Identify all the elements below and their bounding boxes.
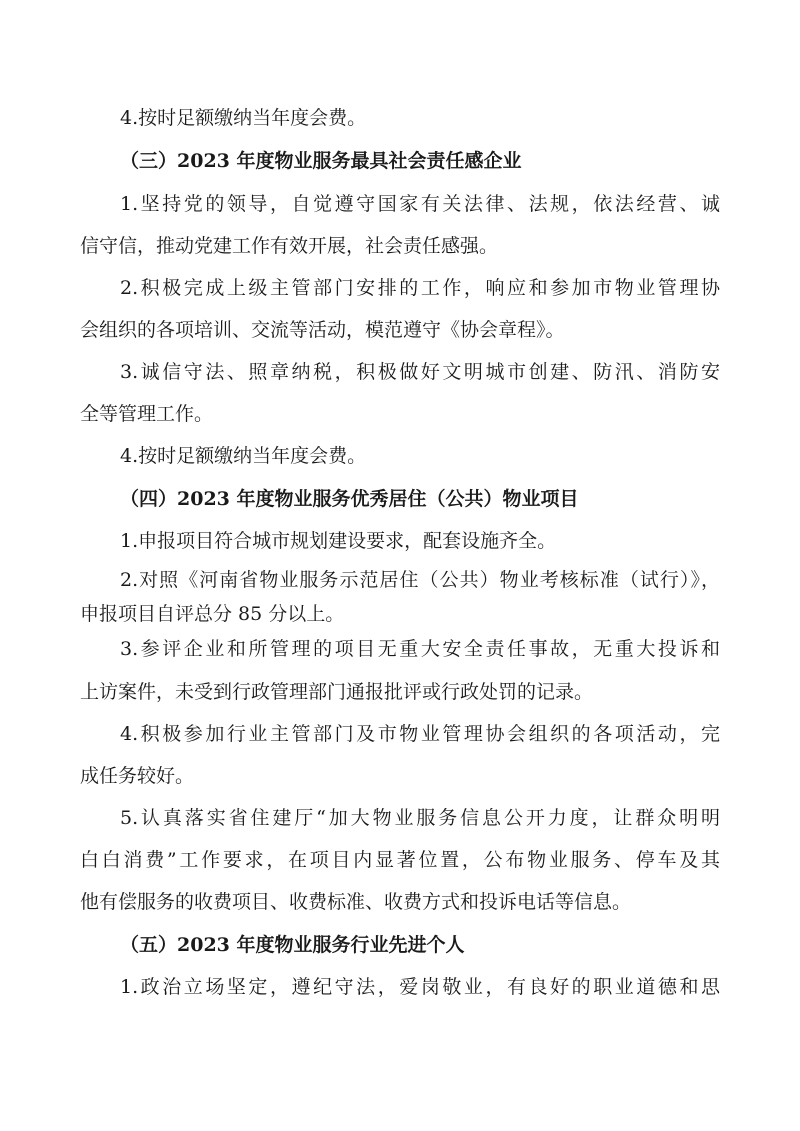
- list-item-continuation: 上访案件，未受到行政管理部门通报批评或行政处罚的记录。: [80, 681, 594, 703]
- list-item-continuation: 会组织的各项培训、交流等活动，模范遵守《协会章程》。: [80, 319, 565, 341]
- list-item: 1.申报项目符合城市规划建设要求，配套设施齐全。: [120, 530, 557, 552]
- list-item-continuation: 他有偿服务的收费项目、收费标准、收费方式和投诉电话等信息。: [80, 891, 632, 913]
- section-heading: （三）2023 年度物业服务最具社会责任感企业: [120, 150, 522, 172]
- list-item: 3.诚信守法、照章纳税，积极做好文明城市创建、防汛、消防安: [120, 361, 720, 383]
- list-item: 4.按时足额缴纳当年度会费。: [120, 107, 367, 129]
- list-item: 3.参评企业和所管理的项目无重大安全责任事故，无重大投诉和: [120, 638, 720, 660]
- list-item-continuation: 白白消费”工作要求，在项目内显著位置，公布物业服务、停车及其: [80, 849, 720, 871]
- section-heading: （四）2023 年度物业服务优秀居住（公共）物业项目: [120, 488, 579, 510]
- list-item: 4.按时足额缴纳当年度会费。: [120, 445, 367, 467]
- list-item-continuation: 申报项目自评总分 85 分以上。: [80, 603, 345, 625]
- list-item: 1.坚持党的领导，自觉遵守国家有关法律、法规，依法经营、诚: [120, 193, 720, 215]
- list-item-continuation: 信守信，推动党建工作有效开展，社会责任感强。: [80, 235, 499, 257]
- list-item: 4.积极参加行业主管部门及市物业管理协会组织的各项活动，完: [120, 723, 720, 745]
- section-heading: （五）2023 年度物业服务行业先进个人: [120, 934, 465, 956]
- list-item: 2.对照《河南省物业服务示范居住（公共）物业考核标准（试行）》，: [120, 569, 720, 591]
- list-item: 1.政治立场坚定，遵纪守法，爱岗敬业，有良好的职业道德和思: [120, 976, 720, 998]
- list-item-continuation: 成任务较好。: [80, 765, 195, 787]
- list-item: 2.积极完成上级主管部门安排的工作，响应和参加市物业管理协: [120, 277, 720, 299]
- list-item-continuation: 全等管理工作。: [80, 403, 214, 425]
- list-item: 5.认真落实省住建厅“加大物业服务信息公开力度，让群众明明: [120, 807, 720, 829]
